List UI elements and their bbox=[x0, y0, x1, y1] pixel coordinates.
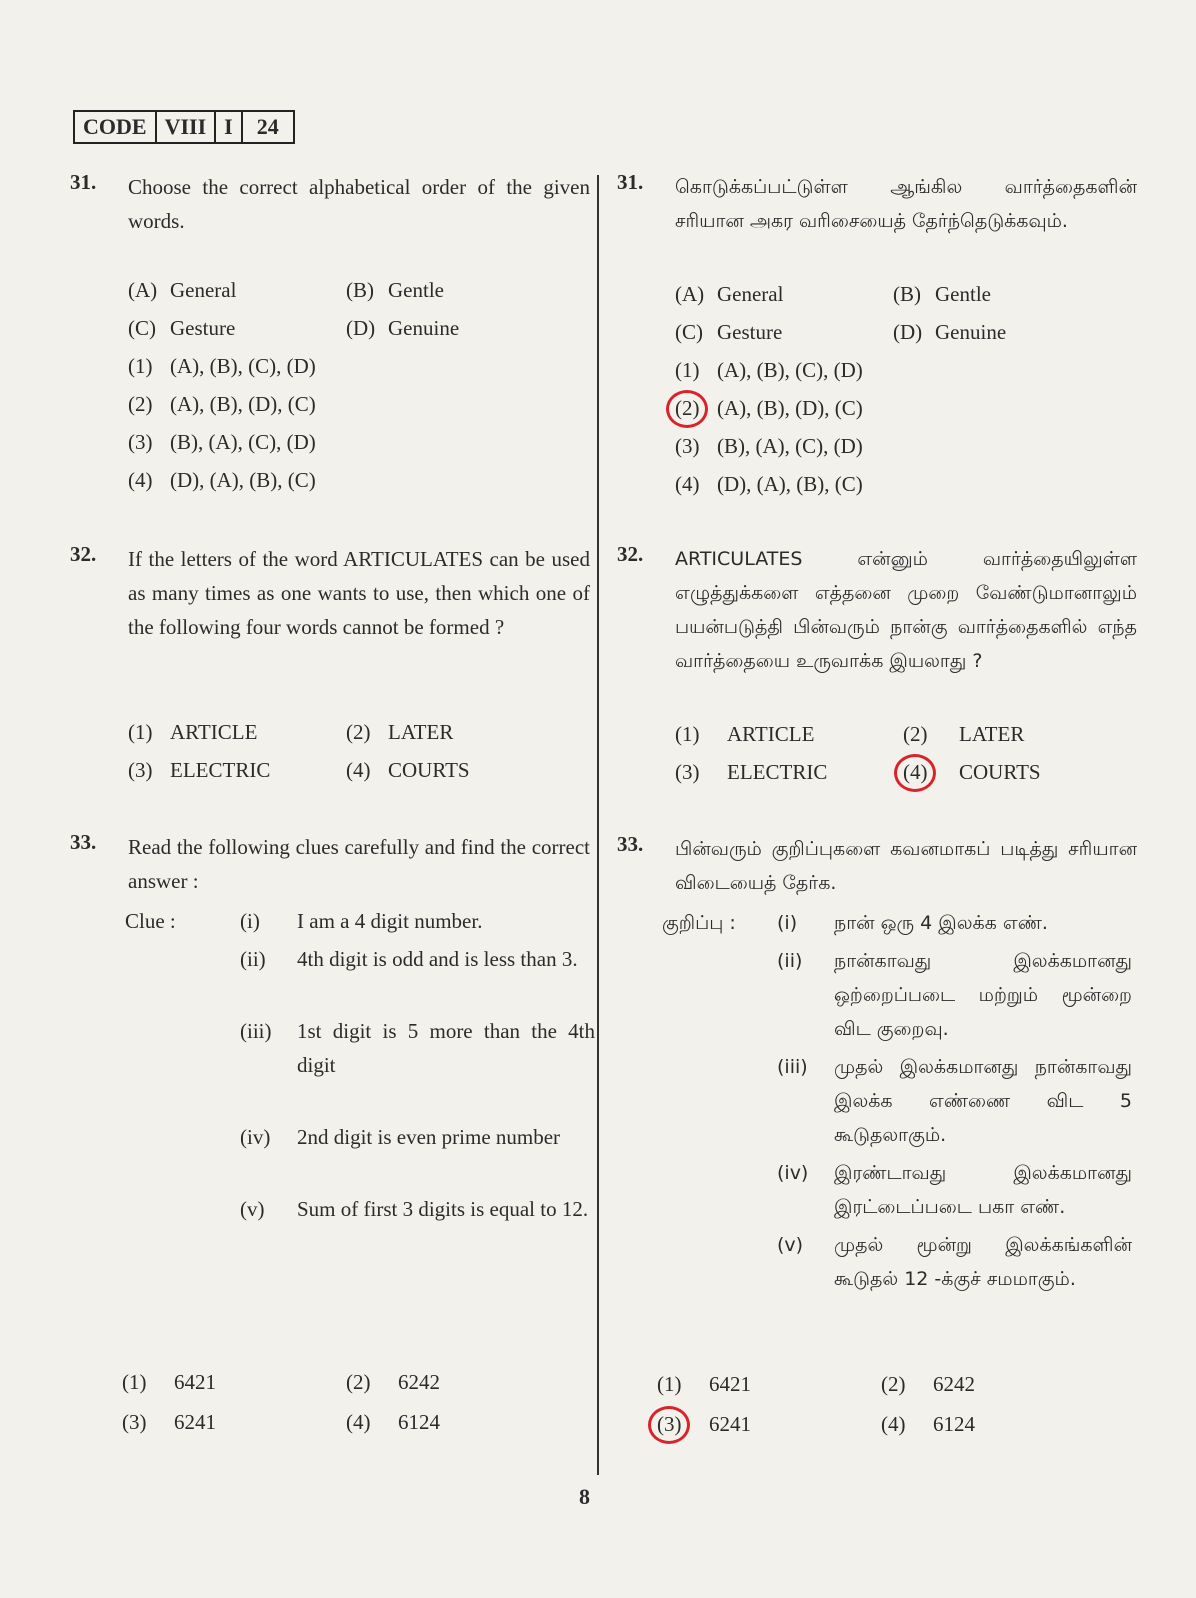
clue-text: இரண்டாவது இலக்கமானது இரட்டைப்படை பகா எண். bbox=[834, 1162, 1132, 1218]
option-text: 6124 bbox=[933, 1412, 975, 1436]
option-text: 6241 bbox=[709, 1412, 751, 1436]
clue-number: (i) bbox=[777, 912, 798, 934]
question-number: 32. bbox=[70, 542, 97, 566]
option-number: (2) bbox=[346, 720, 371, 744]
clue-item bbox=[662, 1050, 1132, 1152]
option-number: (1) bbox=[128, 354, 153, 378]
question-text: ARTICULATES என்னும் வார்த்தையிலுள்ள எழுத்துக்களை எத்தனை முறை வேண்டுமானாலும் பயன்படுத்தி பின்வரும் நான்கு வார்த்தைகளில் எந்த வார்த்தையை உருவாக்க இயலாது ? bbox=[675, 548, 1137, 672]
clue-label: Clue : bbox=[125, 909, 176, 933]
clue-number: (iii) bbox=[240, 1019, 272, 1043]
clue-text: முதல் இலக்கமானது நான்காவது இலக்க எண்ணை விட 5 கூடுதலாகும். bbox=[834, 1056, 1132, 1146]
word-label: (A) bbox=[128, 278, 158, 302]
option-list bbox=[128, 352, 470, 494]
code-part: VIII bbox=[157, 112, 217, 142]
option-text: ARTICLE bbox=[727, 722, 815, 746]
option-list bbox=[675, 356, 1017, 498]
question-number: 33. bbox=[617, 832, 644, 856]
question-33 bbox=[70, 830, 595, 1434]
option-text: (A), (B), (D), (C) bbox=[170, 392, 316, 416]
word-label: (C) bbox=[128, 316, 156, 340]
clue-item bbox=[662, 906, 1132, 940]
option-number: (4) bbox=[128, 468, 153, 492]
option-text: (A), (B), (C), (D) bbox=[717, 358, 863, 382]
option-number: (4) bbox=[881, 1412, 906, 1436]
marked-answer: (2) bbox=[675, 394, 717, 422]
clue-list bbox=[125, 904, 595, 1226]
word: General bbox=[717, 282, 784, 306]
question-text: If the letters of the word ARTICULATES can be used as many times as one wants to use, then which one of the following four words cannot be formed ? bbox=[128, 547, 590, 639]
word-label: (D) bbox=[346, 316, 376, 340]
clue-text: 1st digit is 5 more than the 4th digit bbox=[297, 1019, 595, 1077]
option-number: (1) bbox=[122, 1370, 147, 1394]
clue-text: 4th digit is odd and is less than 3. bbox=[297, 947, 578, 971]
clue-list bbox=[662, 906, 1132, 1296]
code-part: I bbox=[216, 112, 243, 142]
clue-item bbox=[125, 1014, 595, 1082]
question-32 bbox=[617, 542, 1137, 784]
clue-number: (v) bbox=[777, 1234, 804, 1256]
option-list bbox=[128, 718, 548, 784]
marked-answer: (4) bbox=[903, 758, 959, 786]
clue-number: (iii) bbox=[777, 1056, 808, 1078]
clue-item bbox=[662, 944, 1132, 1046]
clue-number: (v) bbox=[240, 1197, 265, 1221]
option-text: 6124 bbox=[398, 1410, 440, 1434]
option-number: (2) bbox=[903, 722, 928, 746]
option-text: 6242 bbox=[398, 1370, 440, 1394]
clue-label: குறிப்பு : bbox=[662, 912, 736, 934]
option-text: ARTICLE bbox=[170, 720, 258, 744]
question-text: பின்வரும் குறிப்புகளை கவனமாகப் படித்து சரியான விடையைத் தேர்க. bbox=[675, 838, 1137, 894]
word: Gentle bbox=[935, 282, 991, 306]
option-number: (2) bbox=[128, 392, 153, 416]
word-list bbox=[128, 276, 548, 342]
question-number: 33. bbox=[70, 830, 97, 854]
option-text: LATER bbox=[959, 722, 1025, 746]
question-number: 32. bbox=[617, 542, 644, 566]
option-text: (D), (A), (B), (C) bbox=[170, 468, 316, 492]
option-number: (3) bbox=[128, 430, 153, 454]
question-33 bbox=[617, 832, 1137, 1436]
option-text: 6241 bbox=[174, 1410, 216, 1434]
clue-text: 2nd digit is even prime number bbox=[297, 1125, 561, 1149]
clue-text: Sum of first 3 digits is equal to 12. bbox=[297, 1197, 589, 1221]
question-text: Choose the correct alphabetical order of the given words. bbox=[128, 175, 590, 233]
option-text: (B), (A), (C), (D) bbox=[170, 430, 316, 454]
option-number: (2) bbox=[346, 1370, 371, 1394]
clue-number: (iv) bbox=[777, 1162, 809, 1184]
option-text: COURTS bbox=[959, 760, 1041, 784]
code-label: CODE bbox=[75, 112, 157, 142]
option-text: 6242 bbox=[933, 1372, 975, 1396]
option-text: 6421 bbox=[174, 1370, 216, 1394]
question-text: Read the following clues carefully and find the correct answer : bbox=[128, 835, 590, 893]
question-number: 31. bbox=[617, 170, 644, 194]
question-31 bbox=[70, 170, 590, 492]
option-number: (3) bbox=[122, 1410, 147, 1434]
word-label: (D) bbox=[893, 320, 923, 344]
clue-item bbox=[125, 1192, 595, 1226]
option-text: (B), (A), (C), (D) bbox=[717, 434, 863, 458]
question-text: கொடுக்கப்பட்டுள்ள ஆங்கில வார்த்தைகளின் சரியான அகர வரிசையைத் தேர்ந்தெடுக்கவும். bbox=[675, 176, 1137, 232]
option-number: (3) bbox=[675, 434, 700, 458]
option-text: ELECTRIC bbox=[727, 760, 828, 784]
word: Genuine bbox=[935, 320, 1007, 344]
word: General bbox=[170, 278, 237, 302]
option-text: ELECTRIC bbox=[170, 758, 271, 782]
option-text: (A), (B), (D), (C) bbox=[717, 396, 863, 420]
option-number: (3) bbox=[128, 758, 153, 782]
clue-item bbox=[125, 904, 595, 938]
option-text: LATER bbox=[388, 720, 454, 744]
page-number: 8 bbox=[579, 1484, 590, 1509]
clue-text: I am a 4 digit number. bbox=[297, 909, 483, 933]
code-part: 24 bbox=[256, 114, 279, 139]
question-32 bbox=[70, 542, 590, 782]
word: Gesture bbox=[717, 320, 783, 344]
option-number: (1) bbox=[675, 722, 700, 746]
clue-number: (i) bbox=[240, 909, 260, 933]
word-label: (B) bbox=[346, 278, 374, 302]
option-number: (2) bbox=[881, 1372, 906, 1396]
option-list bbox=[122, 1368, 518, 1436]
word-label: (B) bbox=[893, 282, 921, 306]
clue-text: நான்காவது இலக்கமானது ஒற்றைப்படை மற்றும் மூன்றை விட குறைவு. bbox=[834, 950, 1132, 1040]
clue-number: (iv) bbox=[240, 1125, 271, 1149]
option-number: (1) bbox=[675, 358, 700, 382]
option-number: (4) bbox=[346, 758, 371, 782]
word: Gentle bbox=[388, 278, 444, 302]
clue-text: முதல் மூன்று இலக்கங்களின் கூடுதல் 12 -க்குச் சமமாகும். bbox=[834, 1234, 1132, 1290]
word-list bbox=[675, 280, 1095, 346]
option-list bbox=[657, 1370, 1053, 1438]
clue-text: நான் ஒரு 4 இலக்க எண். bbox=[834, 912, 1048, 934]
clue-item bbox=[662, 1228, 1132, 1296]
word-label: (C) bbox=[675, 320, 703, 344]
option-number: (4) bbox=[346, 1410, 371, 1434]
option-text: (A), (B), (C), (D) bbox=[170, 354, 316, 378]
clue-number: (ii) bbox=[240, 947, 266, 971]
clue-item bbox=[662, 1156, 1132, 1224]
option-list bbox=[675, 720, 1099, 786]
column-divider bbox=[597, 175, 599, 1475]
word-label: (A) bbox=[675, 282, 705, 306]
option-text: (D), (A), (B), (C) bbox=[717, 472, 863, 496]
marked-answer: (3) bbox=[657, 1410, 709, 1438]
option-number: (3) bbox=[675, 760, 700, 784]
option-number: (1) bbox=[128, 720, 153, 744]
clue-item bbox=[125, 1120, 595, 1154]
word: Genuine bbox=[388, 316, 460, 340]
clue-item bbox=[125, 942, 595, 976]
word: Gesture bbox=[170, 316, 236, 340]
code-box bbox=[73, 110, 295, 144]
question-number: 31. bbox=[70, 170, 97, 194]
option-text: COURTS bbox=[388, 758, 470, 782]
option-number: (1) bbox=[657, 1372, 682, 1396]
clue-number: (ii) bbox=[777, 950, 803, 972]
option-number: (4) bbox=[675, 472, 700, 496]
question-31 bbox=[617, 170, 1137, 496]
option-text: 6421 bbox=[709, 1372, 751, 1396]
